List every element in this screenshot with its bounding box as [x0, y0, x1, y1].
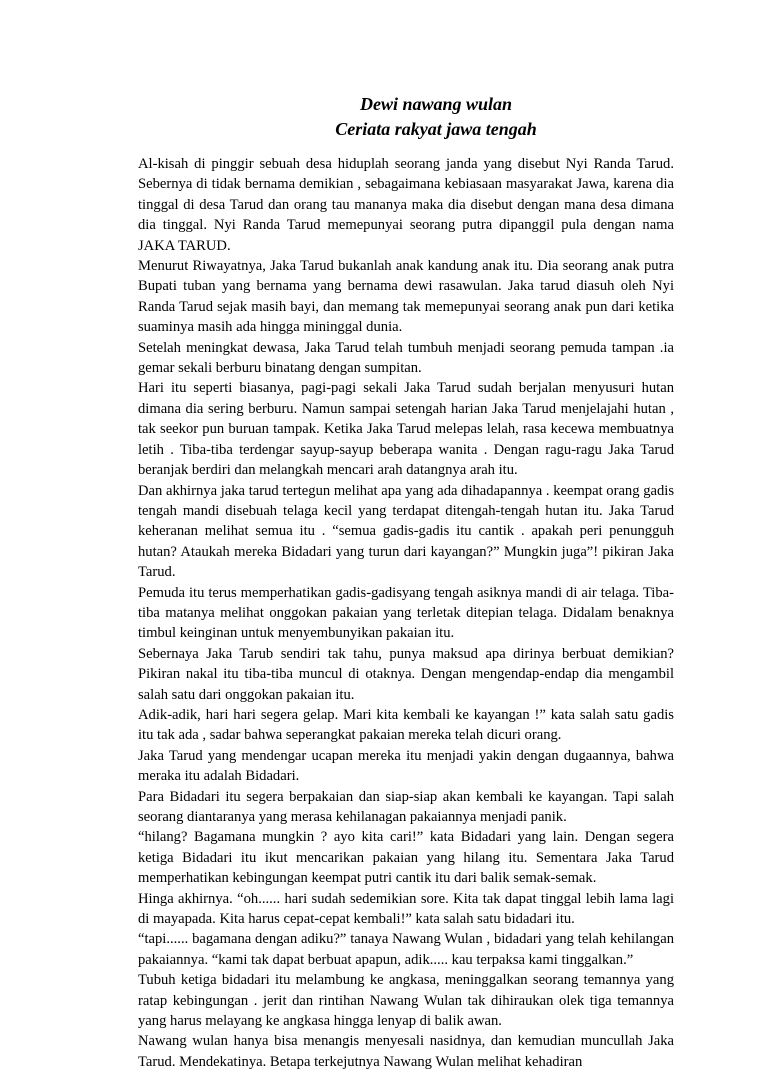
document-title-line-2: Ceriata rakyat jawa tengah	[335, 119, 537, 139]
paragraph: Jaka Tarud yang mendengar ucapan mereka itu menjadi yakin dengan dugaannya, bahwa meraka itu adalah Bidadari.	[138, 747, 674, 785]
paragraph: “tapi...... bagamana dengan adiku?” tanaya Nawang Wulan , bidadari yang telah kehilangan pakaiannya. “kami tak dapat berbuat apapun, adik..... kau terpaksa kami tinggalkan.”	[138, 931, 674, 968]
paragraph: Adik-adik, hari hari segera gelap. Mari kita kembali ke kayangan !” kata salah satu gadis itu tak ada , sadar bahwa seperangkat pakaian mereka telah dicuri orang.	[138, 706, 674, 744]
document-title-line-1: Dewi nawang wulan	[359, 94, 513, 114]
paragraph: Tubuh ketiga bidadari itu melambung ke angkasa, meninggalkan seorang temannya yang ratap kebingungan . jerit dan rintihan Nawang Wulan tak dihiraukan olek tiga temannya yang harus melayang ke angkasa hingga lenyap di balik awan.	[138, 972, 674, 1030]
paragraph: Setelah meningkat dewasa, Jaka Tarud telah tumbuh menjadi seorang pemuda tampan .ia gemar sekali berburu binatang dengan sumpitan.	[138, 339, 674, 377]
paragraph: Sebernaya Jaka Tarub sendiri tak tahu, punya maksud apa dirinya berbuat demikian? Pikiran nakal itu tiba-tiba muncul di otaknya. Dengan mengendap-endap dia mengambil salah satu dari onggokan pakaian itu.	[138, 645, 674, 703]
paragraph: Nawang wulan hanya bisa menangis menyesali nasidnya, dan kemudian muncullah Jaka Tarud. Mendekatinya. Betapa terkejutnya Nawang Wulan melihat kehadiran	[138, 1033, 674, 1070]
paragraph: Dan akhirnya jaka tarud tertegun melihat apa yang ada dihadapannya . keempat orang gadis tengah mandi disebuah telaga kecil yang terdapat ditengah-tengah hutan itu. Jaka Tarud keheranan melihat semua itu . “semua gadis-gadis itu cantik . apakah peri penungguh hutan? Ataukah mereka Bidadari yang turun dari kayangan?” Mungkin juga”! pikiran Jaka Tarud.	[138, 482, 674, 581]
paragraph: Para Bidadari itu segera berpakaian dan siap-siap akan kembali ke kayangan. Tapi salah seorang diantaranya yang merasa kehilanagan pakaiannya menjadi panik.	[138, 788, 674, 825]
paragraph: Hinga akhirnya. “oh...... hari sudah sedemikian sore. Kita tak dapat tinggal lebih lama lagi di mayapada. Kita harus cepat-cepat kembali!” kata salah satu bidadari itu.	[138, 890, 674, 928]
paragraph: Menurut Riwayatnya, Jaka Tarud bukanlah anak kandung anak itu. Dia seorang anak putra Bupati tuban yang bernama yang bernama dewi rasawulan. Jaka tarud diasuh oleh Nyi Randa Tarud sejak masih bayi, dan memang tak memepunyai seorang anak pun dari ketika suaminya masih ada hingga mininggal dunia.	[138, 258, 674, 336]
paragraph: Pemuda itu terus memperhatikan gadis-gadisyang tengah asiknya mandi di air telaga. Tiba-tiba matanya melihat onggokan pakaian yang terletak ditepian telaga. Didalam benaknya timbul keinginan untuk menyembunyikan pakaian itu.	[138, 584, 674, 642]
document-content	[138, 92, 674, 1072]
paragraph: Al-kisah di pinggir sebuah desa hiduplah seorang janda yang disebut Nyi Randa Tarud. Sebernya di tidak bernama demikian , sebagaimana kebiasaan masyarakat Jawa, karena dia tinggal di desa Tarud dan orang tau mananya maka dia disebut dengan mana desa dimana dia tinggal. Nyi Randa Tarud memepunyai seorang putra dipanggil pula dengan nama JAKA TARUD.	[138, 156, 674, 254]
paragraph: “hilang? Bagamana mungkin ? ayo kita cari!” kata Bidadari yang lain. Dengan segera ketiga Bidadari itu ikut mencarikan pakaian yang hilang itu. Sementara Jaka Tarud memperhatikan kebingungan keempat putri cantik itu dari balik semak-semak.	[138, 829, 674, 887]
paragraph: Hari itu seperti biasanya, pagi-pagi sekali Jaka Tarud sudah berjalan menyusuri hutan dimana dia sering berburu. Namun sampai setengah harian Jaka Tarud menjelajahi hutan , tak seekor pun buruan tampak. Ketika Jaka Tarud melepas lelah, rasa kecewa membuatnya letih . Tiba-tiba terdengar sayup-sayup beberapa wanita . Dengan ragu-ragu Jaka Tarud beranjak berdiri dan melangkah mencari arah datangnya arah itu.	[138, 380, 674, 479]
document-body	[138, 154, 674, 1072]
